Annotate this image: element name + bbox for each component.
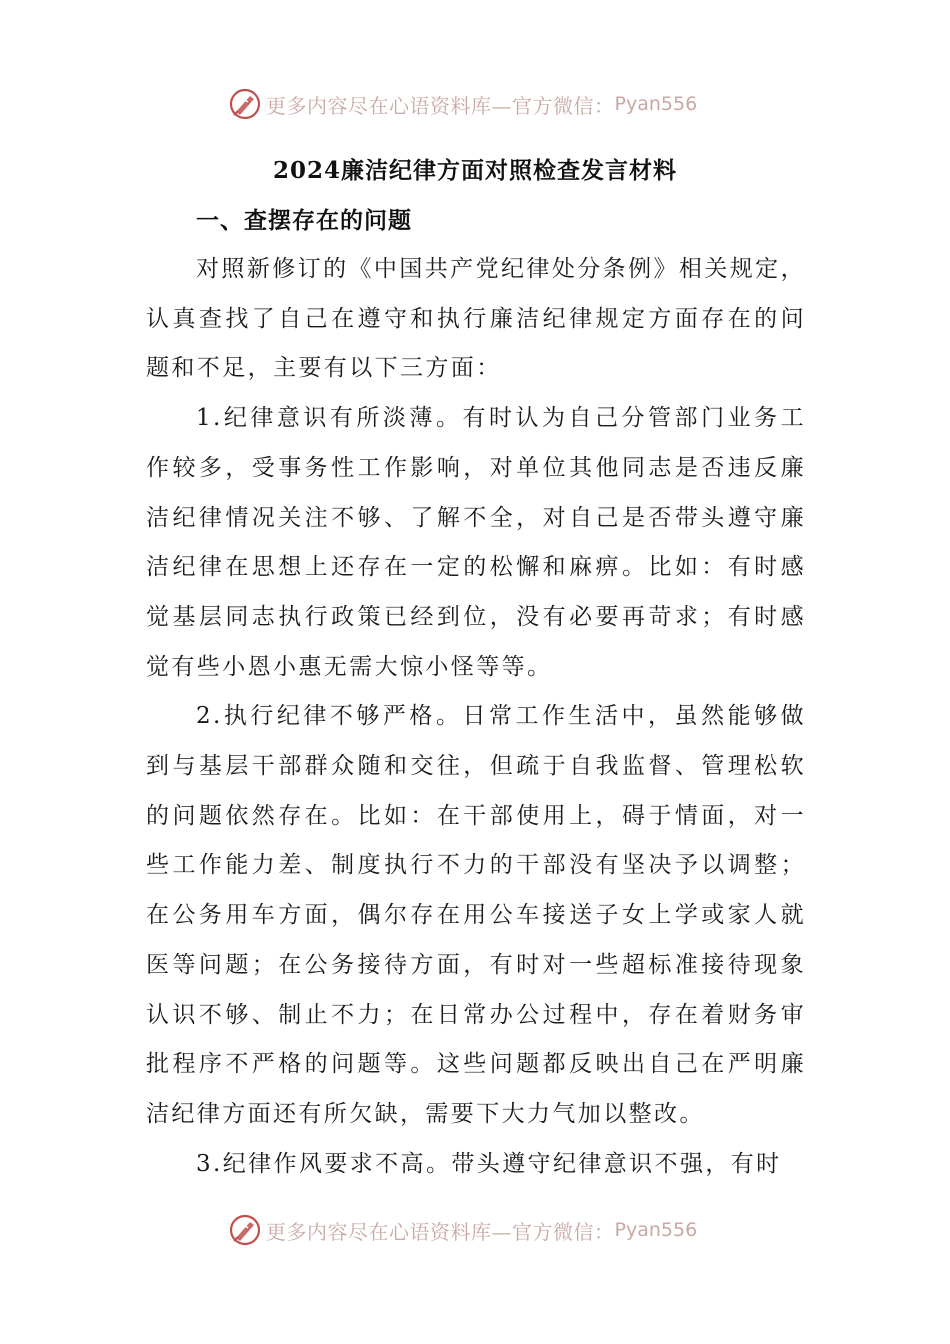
header-watermark-banner [228, 84, 748, 124]
paragraph-item-3: 3.纪律作风要求不高。带头遵守纪律意识不强，有时 [196, 1150, 782, 1177]
watermark-text: 更多内容尽在心语资料库—官方微信： [266, 93, 615, 118]
watermark-text: 更多内容尽在心语资料库—官方微信： [266, 1219, 615, 1244]
paragraph-intro: 对照新修订的《中国共产党纪律处分条例》相关规定，认真查找了自己在遵守和执行廉洁纪律规定方面存在的问题和不足，主要有以下三方面： [146, 256, 806, 382]
document-title: 2024廉洁纪律方面对照检查发言材料 [272, 157, 677, 184]
paragraph-item-2: 2.执行纪律不够严格。日常工作生活中，虽然能够做到与基层干部群众随和交往，但疏于自我监督、管理松软的问题依然存在。比如：在干部使用上，碍于情面，对一些工作能力差、制度执行不力的干部没有坚决予以调整；在公务用车方面，偶尔存在用公车接送子女上学或家人就医等问题；在公务接待方面，有时对一些超标准接待现象认识不够、制止不力；在日常办公过程中，存在着财务审批程序不严格的问题等。这些问题都反映出自己在严明廉洁纪律方面还有所欠缺，需要下大力气加以整改。 [146, 703, 806, 1127]
pen-logo-icon [228, 87, 262, 121]
watermark-wechat-id: Pyan556 [614, 1219, 698, 1241]
footer-watermark-banner [228, 1210, 748, 1250]
paragraph-item-1: 1.纪律意识有所淡薄。有时认为自己分管部门业务工作较多，受事务性工作影响，对单位其他同志是否违反廉洁纪律情况关注不够、了解不全，对自己是否带头遵守廉洁纪律在思想上还存在一定的松懈和麻痹。比如：有时感觉基层同志执行政策已经到位，没有必要再苛求；有时感觉有些小恩小惠无需大惊小怪等等。 [146, 405, 806, 680]
section-heading: 一、查摆存在的问题 [196, 208, 412, 234]
pen-logo-icon [228, 1213, 262, 1247]
document-body [146, 245, 806, 1189]
watermark-wechat-id: Pyan556 [614, 93, 698, 115]
